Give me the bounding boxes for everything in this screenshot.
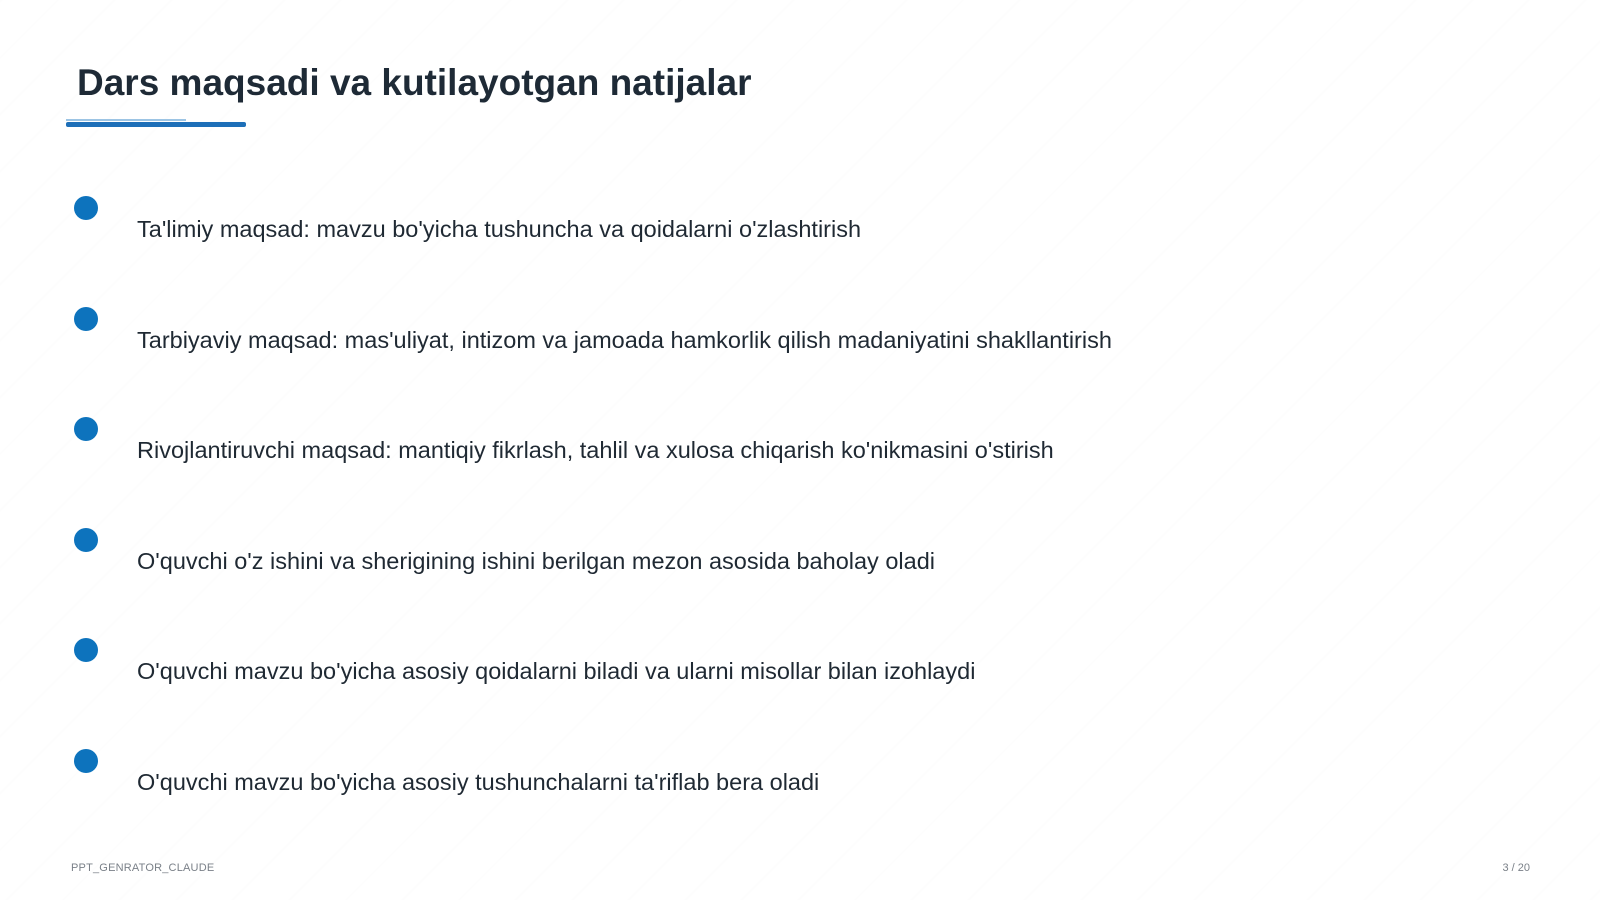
bullet-dot-icon bbox=[74, 528, 98, 552]
bullet-dot-icon bbox=[74, 749, 98, 773]
list-item bbox=[0, 196, 1600, 296]
bullet-text: O'quvchi o'z ishini va sherigining ishini berilgan mezon asosida baholay oladi bbox=[137, 548, 935, 574]
slide-title: Dars maqsadi va kutilayotgan natijalar bbox=[77, 62, 752, 103]
footer-label: PPT_GENRATOR_CLAUDE bbox=[71, 862, 215, 874]
page-indicator: 3 / 20 bbox=[1502, 862, 1530, 874]
bullet-text: O'quvchi mavzu bo'yicha asosiy tushunchalarni ta'riflab bera oladi bbox=[137, 769, 820, 795]
bullet-text: Tarbiyaviy maqsad: mas'uliyat, intizom va jamoada hamkorlik qilish madaniyatini shakllantirish bbox=[137, 327, 1112, 353]
list-item bbox=[0, 638, 1600, 738]
bullet-dot-icon bbox=[74, 307, 98, 331]
title-underline bbox=[66, 122, 246, 127]
bullet-text: O'quvchi mavzu bo'yicha asosiy qoidalarni biladi va ularni misollar bilan izohlaydi bbox=[137, 658, 976, 684]
bullet-dot-icon bbox=[74, 638, 98, 662]
list-item bbox=[0, 417, 1600, 517]
title-underline-accent bbox=[66, 119, 186, 121]
bullet-text: Ta'limiy maqsad: mavzu bo'yicha tushuncha va qoidalarni o'zlashtirish bbox=[137, 216, 862, 242]
list-item bbox=[0, 749, 1600, 849]
list-item bbox=[0, 528, 1600, 628]
list-item bbox=[0, 307, 1600, 407]
bullet-text: Rivojlantiruvchi maqsad: mantiqiy fikrlash, tahlil va xulosa chiqarish ko'nikmasini o'stirish bbox=[137, 437, 1054, 463]
bullet-dot-icon bbox=[74, 417, 98, 441]
bullet-dot-icon bbox=[74, 196, 98, 220]
